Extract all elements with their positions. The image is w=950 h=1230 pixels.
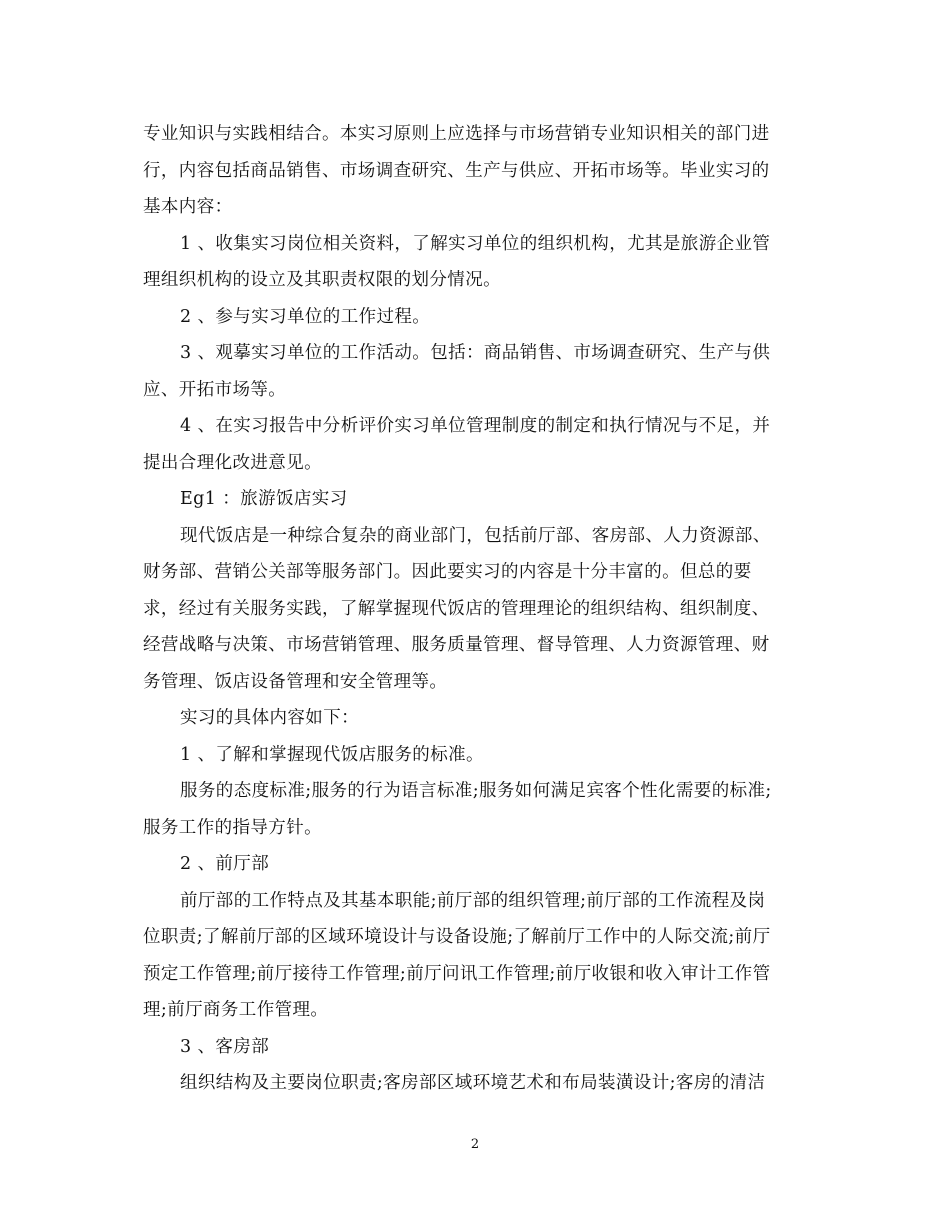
text-line: 理;前厅商务工作管理。: [143, 1000, 329, 1020]
page-number: 2: [470, 1137, 480, 1152]
text-line: 求，经过有关服务实践，了解掌握现代饭店的管理理论的组织结构、组织制度、: [143, 598, 770, 619]
text-line: Eg1 ：旅游饭店实习: [180, 489, 348, 509]
text-line: 经营战略与决策、市场营销管理、服务质量管理、督导管理、人力资源管理、财: [143, 635, 770, 655]
text-line: 2 、参与实习单位的工作过程。: [180, 306, 431, 327]
text-line: 应、开拓市场等。: [143, 379, 287, 400]
text-line: 预定工作管理;前厅接待工作管理;前厅问讯工作管理;前厅收银和收入审计工作管: [143, 963, 771, 984]
text-line: 实习的具体内容如下：: [180, 708, 359, 728]
text-line: 1 、了解和掌握现代饭店服务的标准。: [180, 744, 484, 765]
text-line: 3 、观摹实习单位的工作活动。包括：商品销售、市场调查研究、生产与供: [180, 343, 771, 363]
text-line: 财务部、营销公关部等服务部门。因此要实习的内容是十分丰富的。但总的要: [143, 562, 752, 582]
text-line: 现代饭店是一种综合复杂的商业部门，包括前厅部、客房部、人力资源部、: [180, 525, 771, 546]
text-line: 1 、收集实习岗位相关资料，了解实习单位的组织机构，尤其是旅游企业管: [180, 233, 771, 254]
text-line: 3 、客房部: [180, 1036, 270, 1057]
text-line: 2 、前厅部: [180, 854, 270, 874]
text-line: 基本内容：: [143, 197, 233, 217]
text-line: 提出合理化改进意见。: [143, 452, 322, 473]
text-line: 务管理、饭店设备管理和安全管理等。: [143, 671, 448, 692]
text-line: 前厅部的工作特点及其基本职能;前厅部的组织管理;前厅部的工作流程及岗: [180, 890, 766, 911]
text-line: 行，内容包括商品销售、市场调查研究、生产与供应、开拓市场等。毕业实习的: [143, 160, 770, 181]
body-text: [143, 116, 808, 1102]
text-line: 服务的态度标准;服务的行为语言标准;服务如何满足宾客个性化需要的标准;: [180, 781, 772, 801]
text-line: 理组织机构的设立及其职责权限的划分情况。: [143, 270, 501, 290]
text-line: 4 、在实习报告中分析评价实习单位管理制度的制定和执行情况与不足，并: [180, 416, 771, 436]
text-line: 专业知识与实践相结合。本实习原则上应选择与市场营销专业知识相关的部门进: [143, 124, 770, 144]
text-line: 位职责;了解前厅部的区域环境设计与设备设施;了解前厅工作中的人际交流;前厅: [143, 927, 771, 947]
text-line: 服务工作的指导方针。: [143, 817, 322, 838]
text-line: 组织结构及主要岗位职责;客房部区域环境艺术和布局装潢设计;客房的清洁: [180, 1073, 766, 1093]
